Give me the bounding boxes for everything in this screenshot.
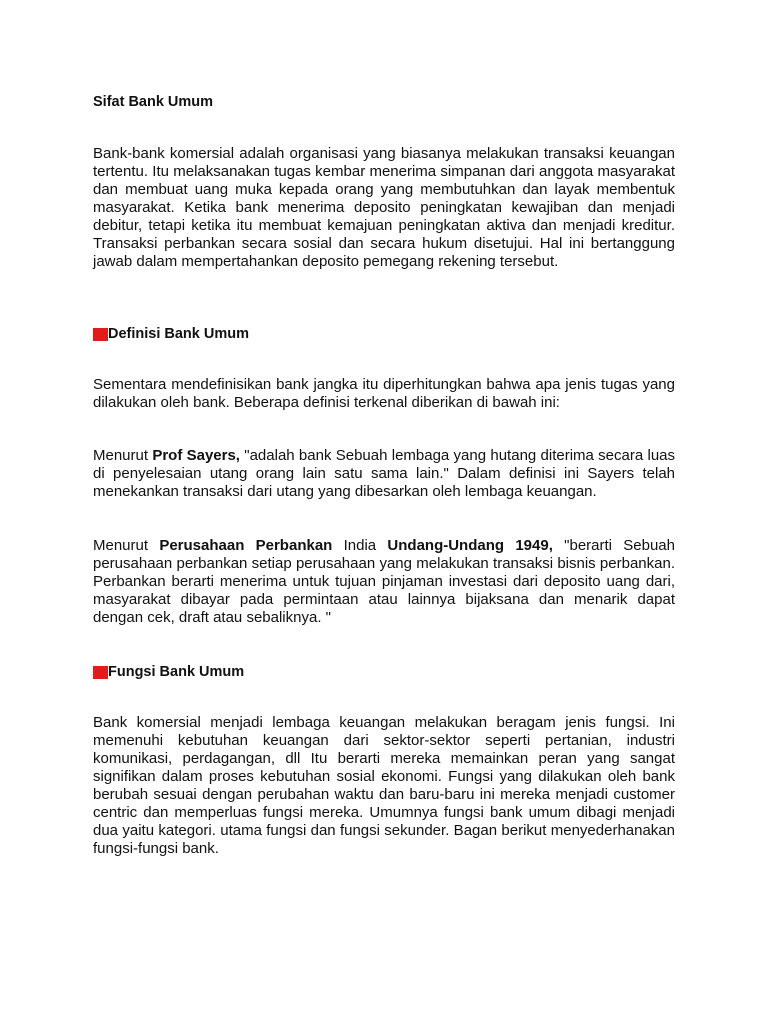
definisi-intro-paragraph: Sementara mendefinisikan bank jangka itu diperhitungkan bahwa apa jenis tugas yang dilakukan oleh bank. Beberapa definisi terkenal diberikan di bawah ini: <box>93 376 675 411</box>
red-bullet-icon <box>93 666 108 679</box>
act-name-2: Undang-Undang 1949, <box>387 537 553 554</box>
section-heading-definisi <box>93 325 675 343</box>
sayers-prefix: Menurut <box>93 447 153 464</box>
act-name-1: Perusahaan Perbankan <box>159 537 333 554</box>
red-bullet-icon <box>93 328 108 341</box>
act-text: "berarti Sebuah perusahaan perbankan setiap perusahaan yang melakukan transaksi bisnis perbankan. Perbankan berarti menerima untuk tujuan pinjaman investasi dari deposito uang dari, masyarakat dibayar pada permintaan atau lainnya bijaksana dan menarik dapat dengan cek, draft atau sebaliknya. " <box>93 537 675 626</box>
act-prefix: Menurut <box>93 537 160 554</box>
intro-paragraph: Bank-bank komersial adalah organisasi yang biasanya melakukan transaksi keuangan tertentu. Itu melaksanakan tugas kembar menerima simpanan dari anggota masyarakat dan membuat uang muka kepada orang yang membutuhkan dan layak membentuk masyarakat. Ketika bank menerima deposito peningkatan kewajiban dan menjadi debitur, tetapi ketika itu membuat kemajuan peningkatan aktiva dan menjadi kreditur. Transaksi perbankan secara sosial dan secara hukum disetujui. Hal ini bertanggung jawab dalam mempertahankan deposito pemegang rekening tersebut. <box>93 145 675 270</box>
section-heading-fungsi <box>93 663 675 681</box>
definisi-act-paragraph <box>93 537 675 627</box>
section-heading-fungsi-label: Fungsi Bank Umum <box>108 664 245 680</box>
fungsi-paragraph: Bank komersial menjadi lembaga keuangan melakukan beragam jenis fungsi. Ini memenuhi kebutuhan keuangan dari sektor-sektor seperti pertanian, industri komunikasi, perdagangan, dll Itu berarti mereka memainkan peran yang sangat signifikan dalam proses kebutuhan sosial ekonomi. Fungsi yang dilakukan oleh bank berubah sesuai dengan perubahan waktu dan baru-baru ini mereka menjadi customer centric dan memperluas fungsi mereka. Umumnya fungsi bank umum dibagi menjadi dua yaitu kategori. utama fungsi dan fungsi sekunder. Bagan berikut menyederhanakan fungsi-fungsi bank. <box>93 714 675 857</box>
section-heading-definisi-label: Definisi Bank Umum <box>108 326 249 342</box>
act-middle: India <box>332 537 388 554</box>
page-title: Sifat Bank Umum <box>93 94 214 110</box>
definisi-sayers-paragraph <box>93 447 675 501</box>
sayers-name: Prof Sayers, <box>152 447 240 464</box>
sayers-text: "adalah bank Sebuah lembaga yang hutang diterima secara luas di penyelesaian utang orang lain satu sama lain." Dalam definisi ini Sayers telah menekankan transaksi dari utang yang dibesarkan oleh lembaga keuangan. <box>93 447 675 500</box>
